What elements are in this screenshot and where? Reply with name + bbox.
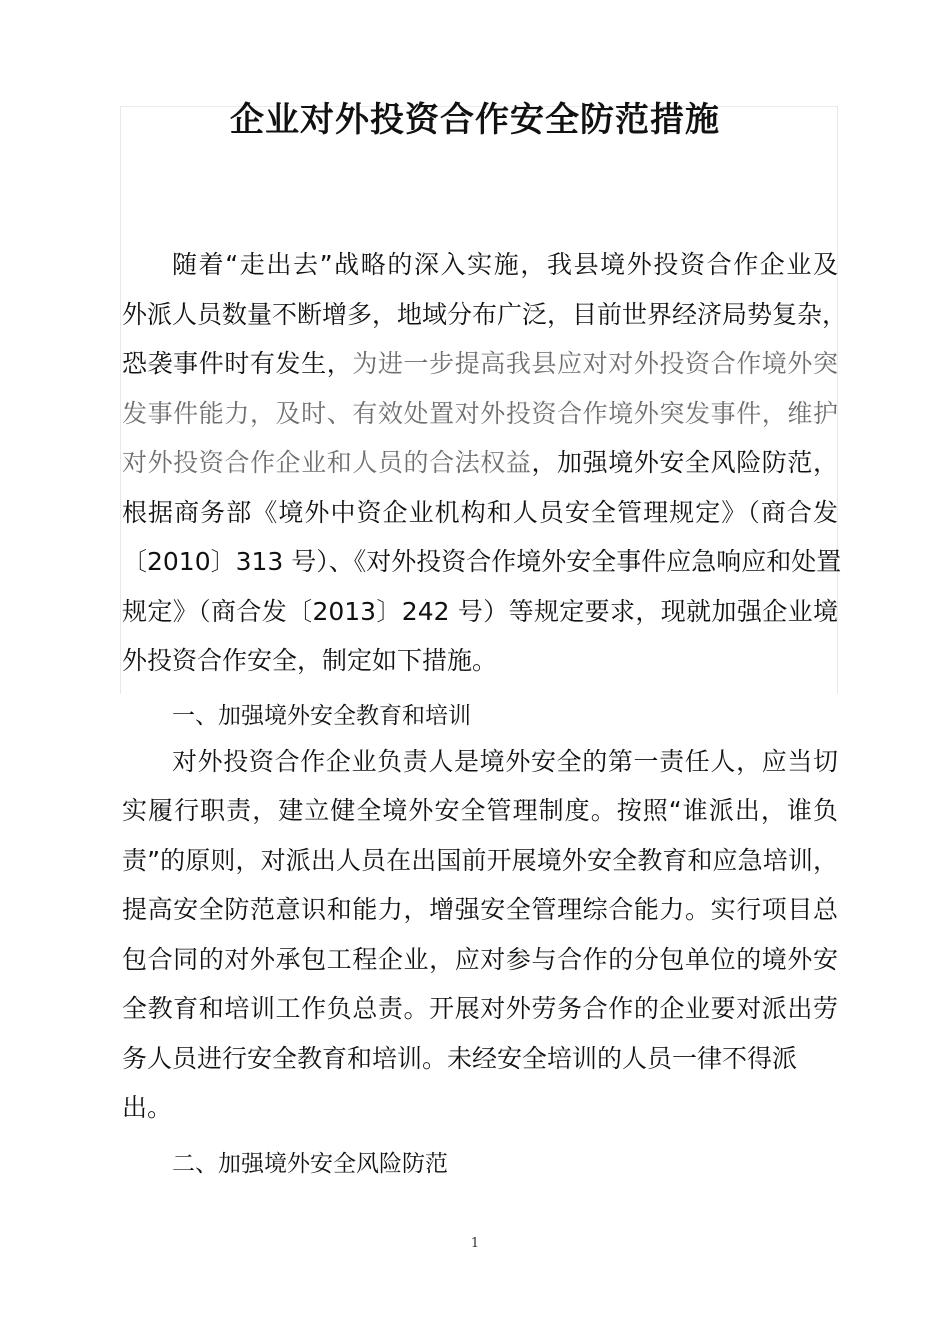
intro-line-3b: 为进一步提高我县应对对外投资合作境外突: [352, 349, 838, 378]
intro-line-5b: ，加强境外安全风险防范，: [531, 448, 838, 477]
intro-line-1: 随着“走出去”战略的深入实施，我县境外投资合作企业及: [172, 250, 838, 279]
intro-line-9: 外投资合作安全，制定如下措施。: [122, 646, 498, 675]
intro-line-4: 发事件能力，及时、有效处置对外投资合作境外突发事件，维护: [122, 399, 838, 428]
section-1-line-1: 对外投资合作企业负责人是境外安全的第一责任人，应当切: [172, 747, 838, 776]
section-1-line-6: 全教育和培训工作负总责。开展对外劳务合作的企业要对派出劳: [122, 994, 838, 1023]
intro-line-8: 规定》（商合发〔2013〕242 号）等规定要求，现就加强企业境: [122, 597, 838, 626]
section-1-heading: 一、加强境外安全教育和培训: [172, 703, 471, 729]
intro-line-6: 根据商务部《境外中资企业机构和人员安全管理规定》（商合发: [122, 498, 838, 527]
intro-line-7: 〔2010〕313 号）、《对外投资合作境外安全事件应急响应和处置: [122, 547, 842, 576]
section-1-line-3: 责”的原则，对派出人员在出国前开展境外安全教育和应急培训，: [122, 846, 838, 875]
intro-line-2: 外派人员数量不断增多，地域分布广泛，目前世界经济局势复杂，: [122, 300, 848, 329]
intro-line-5: [122, 438, 838, 488]
section-1-line-2: 实履行职责，建立健全境外安全管理制度。按照“谁派出，谁负: [122, 796, 838, 825]
intro-line-3a: 恐袭事件时有发生，: [122, 349, 353, 378]
section-1-line-4: 提高安全防范意识和能力，增强安全管理综合能力。实行项目总: [122, 895, 838, 924]
section-1-line-5: 包合同的对外承包工程企业，应对参与合作的分包单位的境外安: [122, 945, 838, 974]
intro-line-5a: 对外投资合作企业和人员的合法权益: [122, 448, 532, 477]
document-title: 企业对外投资合作安全防范措施: [230, 100, 720, 140]
intro-line-3: [122, 339, 838, 389]
section-2-heading: 二、加强境外安全风险防范: [172, 1151, 448, 1177]
page-number: 1: [470, 1236, 480, 1251]
section-1-line-8: 出。: [122, 1093, 173, 1122]
section-1-line-7: 务人员进行安全教育和培训。未经安全培训的人员一律不得派: [122, 1044, 798, 1073]
